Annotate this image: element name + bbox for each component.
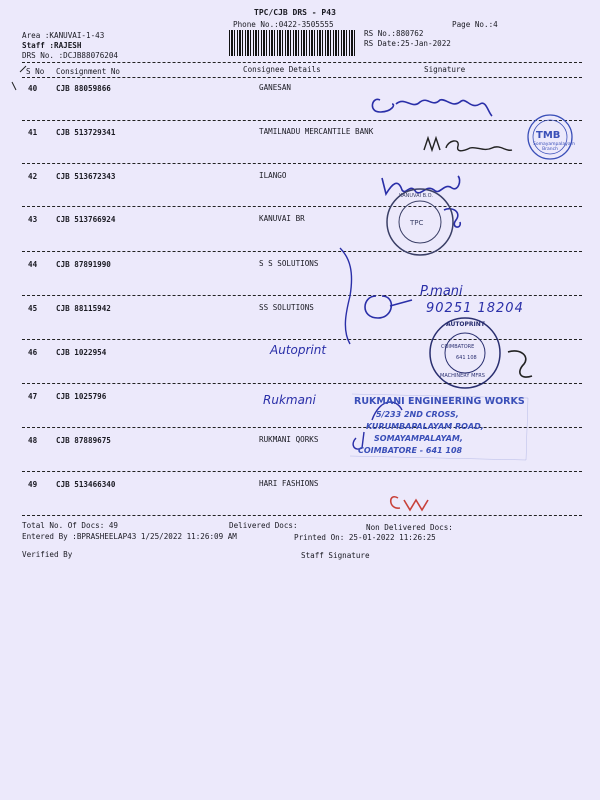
signature-row-42 — [382, 176, 460, 194]
row-consignee: S S SOLUTIONS — [259, 259, 319, 268]
row-consignment: CJB 87889675 — [56, 436, 111, 445]
tmb-branch: Somayampalayam Branch — [533, 142, 575, 152]
signature-row-49 — [391, 497, 428, 510]
drs-number: DRS No. :DCJB88076204 — [22, 51, 119, 60]
row-consignment: CJB 513466340 — [56, 480, 116, 489]
row-consignment: CJB 88059866 — [56, 84, 111, 93]
row-consignment: CJB 87891990 — [56, 260, 111, 269]
autoprint-stamp-bottom: COIMBATORE — [441, 344, 475, 350]
area-field: Area :KANUVAI-1-43 — [22, 31, 105, 40]
row-consignment: CJB 1022954 — [56, 348, 107, 357]
row-sno: 49 — [28, 480, 38, 489]
rukmani-stamp-addr2: KURUMBAPALAYAM ROAD, — [366, 422, 484, 431]
row-sno: 42 — [28, 172, 38, 181]
staff-signature-label: Staff Signature — [301, 551, 370, 560]
rs-number: RS No.:880762 — [364, 29, 424, 38]
document-title: TPC/CJB DRS - P43 — [254, 8, 336, 17]
kanuvai-stamp-center: TPC — [410, 219, 424, 227]
rukmani-stamp-addr1: 5/233 2ND CROSS, — [376, 410, 459, 419]
column-header-consignment: Consignment No — [56, 67, 121, 76]
delivered-docs: Delivered Docs: — [229, 521, 298, 530]
non-delivered-docs: Non Delivered Docs: — [366, 523, 453, 532]
row-sno: 41 — [28, 128, 38, 137]
bracket-stroke — [340, 248, 352, 344]
tmb-logo: TMB — [536, 130, 561, 141]
column-header-sno: S No — [26, 67, 45, 76]
signature-row-45 — [365, 296, 412, 318]
row-sno: 47 — [28, 392, 38, 401]
row-consignment: CJB 88115942 — [56, 304, 111, 313]
row-sno: 44 — [28, 260, 38, 269]
row-consignee: SS SOLUTIONS — [259, 303, 314, 312]
row-consignee: TAMILNADU MERCANTILE BANK — [259, 127, 374, 136]
row-sno: 43 — [28, 215, 38, 224]
handwritten-rukmani: Rukmani — [263, 393, 316, 407]
column-header-consignee: Consignee Details — [243, 65, 321, 74]
row-consignment: CJB 1025796 — [56, 392, 107, 401]
row-consignee: KANUVAI BR — [259, 214, 305, 223]
signature-row-41 — [424, 138, 512, 151]
total-docs: Total No. Of Docs: 49 — [22, 521, 119, 530]
rukmani-stamp-addr4: COIMBATORE - 641 108 — [358, 446, 463, 455]
column-header-signature: Signature — [424, 65, 466, 74]
row-consignee: ILANGO — [259, 171, 287, 180]
handwritten-name: P.mani — [420, 284, 463, 299]
signature-row-46-right — [508, 351, 532, 377]
handwritten-autoprint: Autoprint — [270, 343, 327, 357]
row-sno: 46 — [28, 348, 38, 357]
autoprint-stamp-side: MACHINERY MFRS — [440, 373, 485, 379]
row-consignment: CJB 513729341 — [56, 128, 116, 137]
page-number: Page No.:4 — [452, 20, 498, 29]
signature-row-40 — [372, 99, 492, 116]
row-sno: 40 — [28, 84, 38, 93]
rukmani-stamp-name: RUKMANI ENGINEERING WORKS — [354, 396, 525, 407]
row-consignee: GANESAN — [259, 83, 292, 92]
printed-on: Printed On: 25-01-2022 11:26:25 — [294, 533, 436, 542]
row-consignee: RUKMANI QORKS — [259, 435, 319, 444]
rs-date: RS Date:25-Jan-2022 — [364, 39, 451, 48]
row-consignment: CJB 513672343 — [56, 172, 116, 181]
rukmani-stamp-addr3: SOMAYAMPALAYAM, — [374, 434, 463, 443]
row-consignee: HARI FASHIONS — [259, 479, 319, 488]
phone-number: Phone No.:0422-3505555 — [233, 20, 334, 29]
autoprint-stamp-top: AUTOPRINT — [446, 321, 485, 328]
kanuvai-stamp-ring: KANUVAI B.O. — [399, 193, 433, 199]
handwritten-phone: 90251 18204 — [426, 301, 524, 316]
row-sno: 48 — [28, 436, 38, 445]
staff-field: Staff :RAJESH — [22, 41, 82, 50]
row-consignment: CJB 513766924 — [56, 215, 116, 224]
row-sno: 45 — [28, 304, 38, 313]
entered-by: Entered By :BPRASHEELAP43 1/25/2022 11:26:09 AM — [22, 532, 237, 541]
verified-by: Verified By — [22, 550, 73, 559]
autoprint-stamp-center: 641 108 — [456, 355, 477, 361]
